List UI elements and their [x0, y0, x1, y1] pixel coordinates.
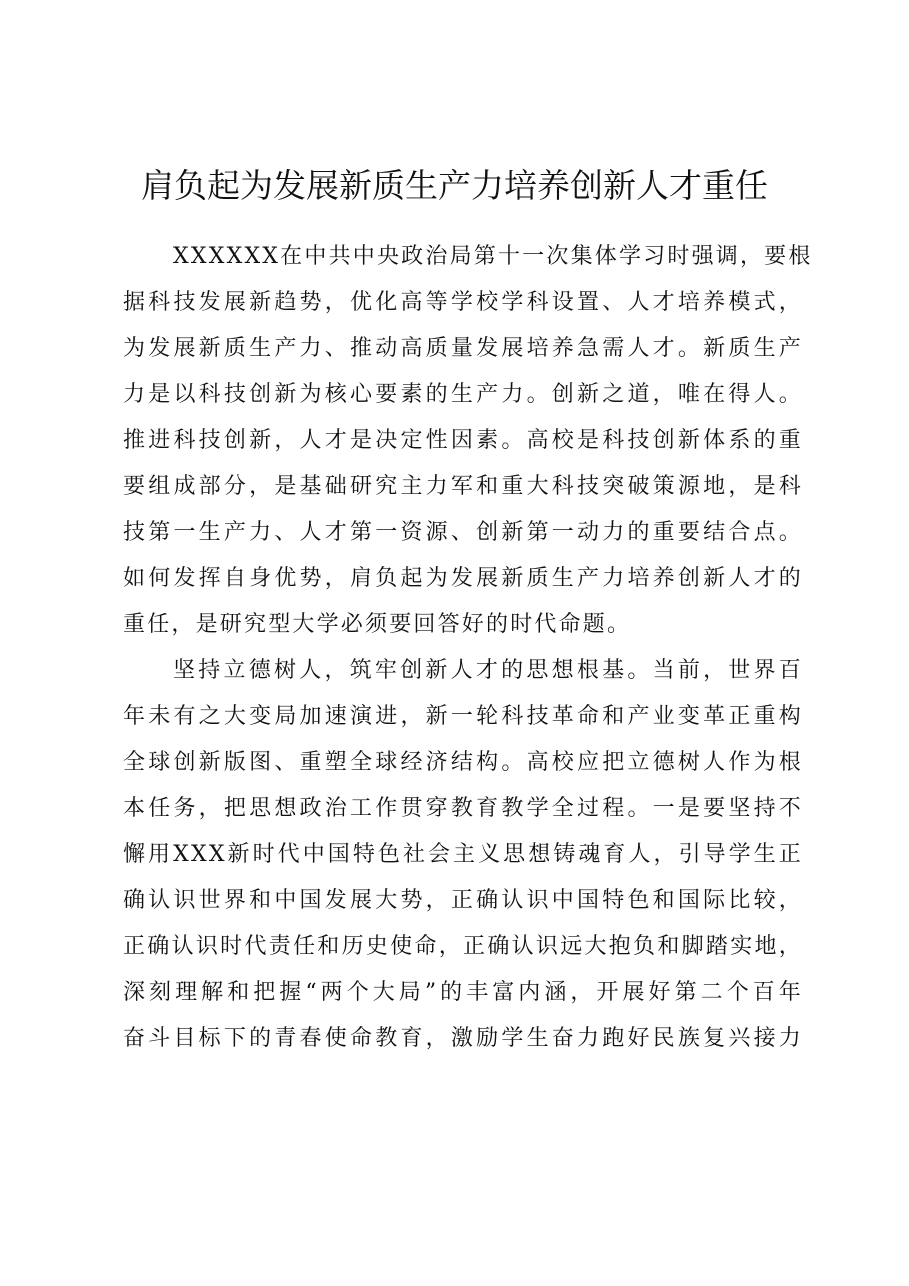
text-line: 技第一生产力、人才第一资源、创新第一动力的重要结合点。	[123, 520, 803, 545]
text-line: 坚持立德树人，筑牢创新人才的思想根基。当前，世界百	[173, 658, 803, 683]
text-line: 如何发挥自身优势，肩负起为发展新质生产力培养创新人才的	[123, 566, 803, 591]
text-line: 力是以科技创新为核心要素的生产力。创新之道，唯在得人。	[123, 382, 803, 407]
text-line: 要组成部分，是基础研究主力军和重大科技突破策源地，是科	[123, 474, 803, 499]
text-line: 据科技发展新趋势，优化高等学校学科设置、人才培养模式，	[123, 290, 803, 315]
text-line: XXXXXX在中共中央政治局第十一次集体学习时强调，要根	[173, 244, 813, 269]
paragraph-1	[123, 234, 813, 648]
document-body	[123, 234, 813, 1062]
text-line: 懈用XXX新时代中国特色社会主义思想铸魂育人，引导学生正	[123, 842, 803, 867]
text-line: 重任，是研究型大学必须要回答好的时代命题。	[123, 612, 632, 637]
paragraph-2	[123, 648, 803, 1062]
text-line: 深刻理解和把握“两个大局”的丰富内涵，开展好第二个百年	[123, 980, 803, 1005]
text-line: 为发展新质生产力、推动高质量发展培养急需人才。新质生产	[123, 336, 803, 361]
text-line: 确认识世界和中国发展大势，正确认识中国特色和国际比较，	[123, 888, 803, 913]
document-title: 肩负起为发展新质生产力培养创新人才重任	[141, 166, 768, 205]
text-line: 推进科技创新，人才是决定性因素。高校是科技创新体系的重	[123, 428, 803, 453]
text-line: 正确认识时代责任和历史使命，正确认识远大抱负和脚踏实地，	[123, 934, 803, 959]
text-line: 年未有之大变局加速演进，新一轮科技革命和产业变革正重构	[123, 704, 803, 729]
text-line: 本任务，把思想政治工作贯穿教育教学全过程。一是要坚持不	[123, 796, 803, 821]
text-line: 奋斗目标下的青春使命教育，激励学生奋力跑好民族复兴接力	[123, 1026, 803, 1051]
text-line: 全球创新版图、重塑全球经济结构。高校应把立德树人作为根	[123, 750, 803, 775]
